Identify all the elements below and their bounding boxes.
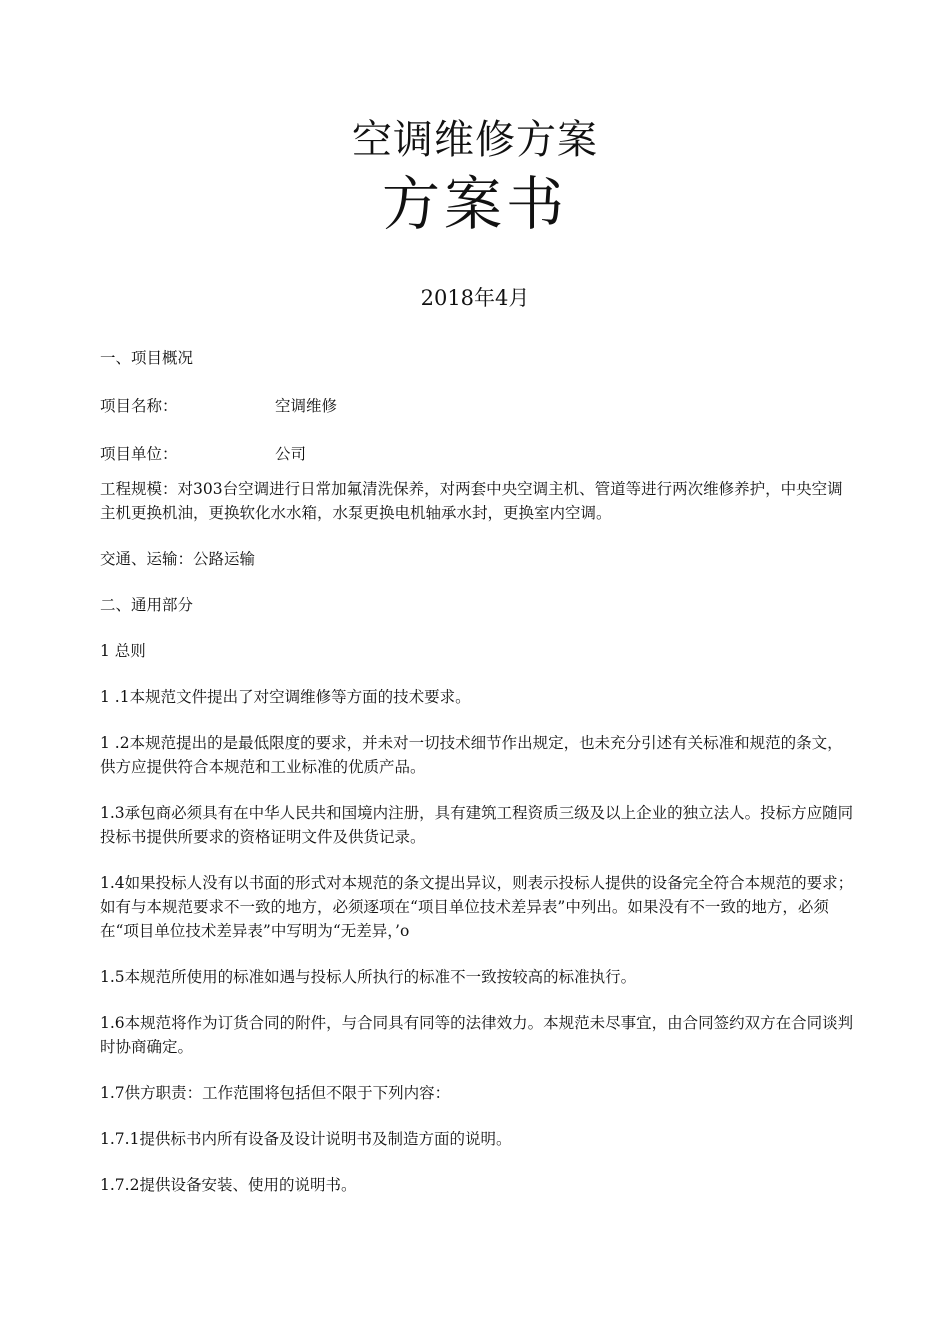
- project-unit-label: 项目单位：: [100, 445, 178, 463]
- document-subtitle: 方案书: [381, 170, 568, 238]
- clause-paragraph: 1.7.1提供标书内所有设备及设计说明书及制造方面的说明。: [100, 1130, 512, 1148]
- clause-paragraph: 1.6本规范将作为订货合同的附件，与合同具有同等的法律效力。本规范未尽事宜，由合同签约双方在合同谈判时协商确定。: [100, 1014, 854, 1056]
- clause-paragraph: 1.3承包商必须具有在中华人民共和国境内注册，具有建筑工程资质三级及以上企业的独立法人。投标方应随同投标书提供所要求的资格证明文件及供货记录。: [100, 804, 854, 846]
- project-name-value: 空调维修: [275, 397, 338, 415]
- project-name-row: [100, 394, 856, 418]
- clause-paragraph: 1.7供方职责：工作范围将包括但不限于下列内容：: [100, 1084, 451, 1102]
- clause-paragraph: 1 .1本规范文件提出了对空调维修等方面的技术要求。: [100, 688, 471, 706]
- transport-paragraph: 交通、运输：公路运输: [100, 550, 256, 568]
- section-heading-general: 二、通用部分: [100, 596, 194, 614]
- project-unit-row: [100, 442, 856, 466]
- project-scope-paragraph: 工程规模：对303台空调进行日常加氟清洗保养，对两套中央空调主机、管道等进行两次维修养护，中央空调主机更换机油，更换软化水水箱，水泵更换电机轴承水封，更换室内空调。: [100, 480, 843, 522]
- section-heading-project-overview: 一、项目概况: [100, 349, 194, 367]
- clause-paragraph: 1 .2本规范提出的是最低限度的要求，并未对一切技术细节作出规定，也未充分引述有关标准和规范的条文，供方应提供符合本规范和工业标准的优质产品。: [100, 734, 843, 776]
- document-date: 2018年4月: [420, 286, 530, 310]
- clause-paragraph: 1.5本规范所使用的标准如遇与投标人所执行的标准不一致按较高的标准执行。: [100, 968, 637, 986]
- project-name-label: 项目名称：: [100, 397, 178, 415]
- document-body: [100, 346, 856, 1197]
- project-unit-value: 公司: [275, 445, 307, 463]
- sub-heading-general-rules: 1 总则: [100, 642, 146, 660]
- clause-paragraph: 1.7.2提供设备安装、使用的说明书。: [100, 1176, 357, 1194]
- clause-paragraph: 1.4如果投标人没有以书面的形式对本规范的条文提出异议，则表示投标人提供的设备完全符合本规范的要求；如有与本规范要求不一致的地方，必须逐项在“项目单位技术差异表”中列出。如果没有不一致的地方，必须在“项目单位技术差异表”中写明为“无差异，’o: [100, 874, 854, 940]
- document-title: 空调维修方案: [352, 117, 598, 163]
